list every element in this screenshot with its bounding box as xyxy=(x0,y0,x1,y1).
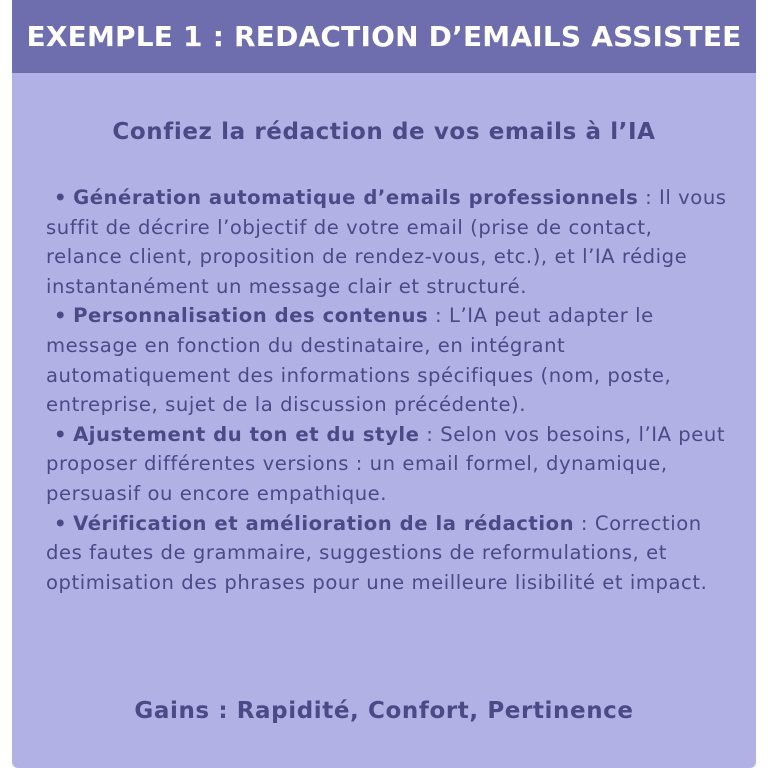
subtitle: Confiez la rédaction de vos emails à l’IA xyxy=(112,119,656,145)
bullet-lead: Personnalisation des contenus xyxy=(73,304,429,328)
bullet-icon: • xyxy=(54,422,68,446)
list-item xyxy=(46,509,734,598)
bullet-icon: • xyxy=(54,186,68,209)
header-banner xyxy=(12,0,756,73)
gains-summary: Gains : Rapidité, Confort, Pertinence xyxy=(134,698,634,724)
bullet-icon: • xyxy=(54,304,68,328)
info-card xyxy=(12,0,756,768)
bullet-icon: • xyxy=(54,511,68,535)
bullet-text: : Il vous suffit de décrire l’objectif de votre email (prise de contact, relance client, proposition de rendez-vous, etc.), et l’IA rédige instantanément un message clair et structuré. xyxy=(46,186,727,298)
bullet-text: : L’IA peut adapter le message en fonction du destinataire, en intégrant automatiquement des informations spécifiques (nom, poste, entreprise, sujet de la discussion précédente). xyxy=(46,304,672,417)
bullet-text: : Selon vos besoins, l’IA peut proposer différentes versions : un email formel, dynamique, persuasif ou encore empathique. xyxy=(46,422,726,505)
bullet-lead: Génération automatique d’emails professionnels xyxy=(73,186,639,209)
list-item xyxy=(46,301,734,419)
list-item xyxy=(46,183,734,301)
header-title: EXEMPLE 1 : REDACTION D’EMAILS ASSISTEE xyxy=(26,20,742,53)
list-item xyxy=(46,420,734,509)
bullet-lead: Vérification et amélioration de la rédaction xyxy=(73,511,575,535)
bullet-lead: Ajustement du ton et du style xyxy=(73,422,420,446)
bullet-text: : Correction des fautes de grammaire, suggestions de reformulations, et optimisation des phrases pour une meilleure lisibilité et impact. xyxy=(46,511,708,594)
feature-list xyxy=(12,183,756,597)
